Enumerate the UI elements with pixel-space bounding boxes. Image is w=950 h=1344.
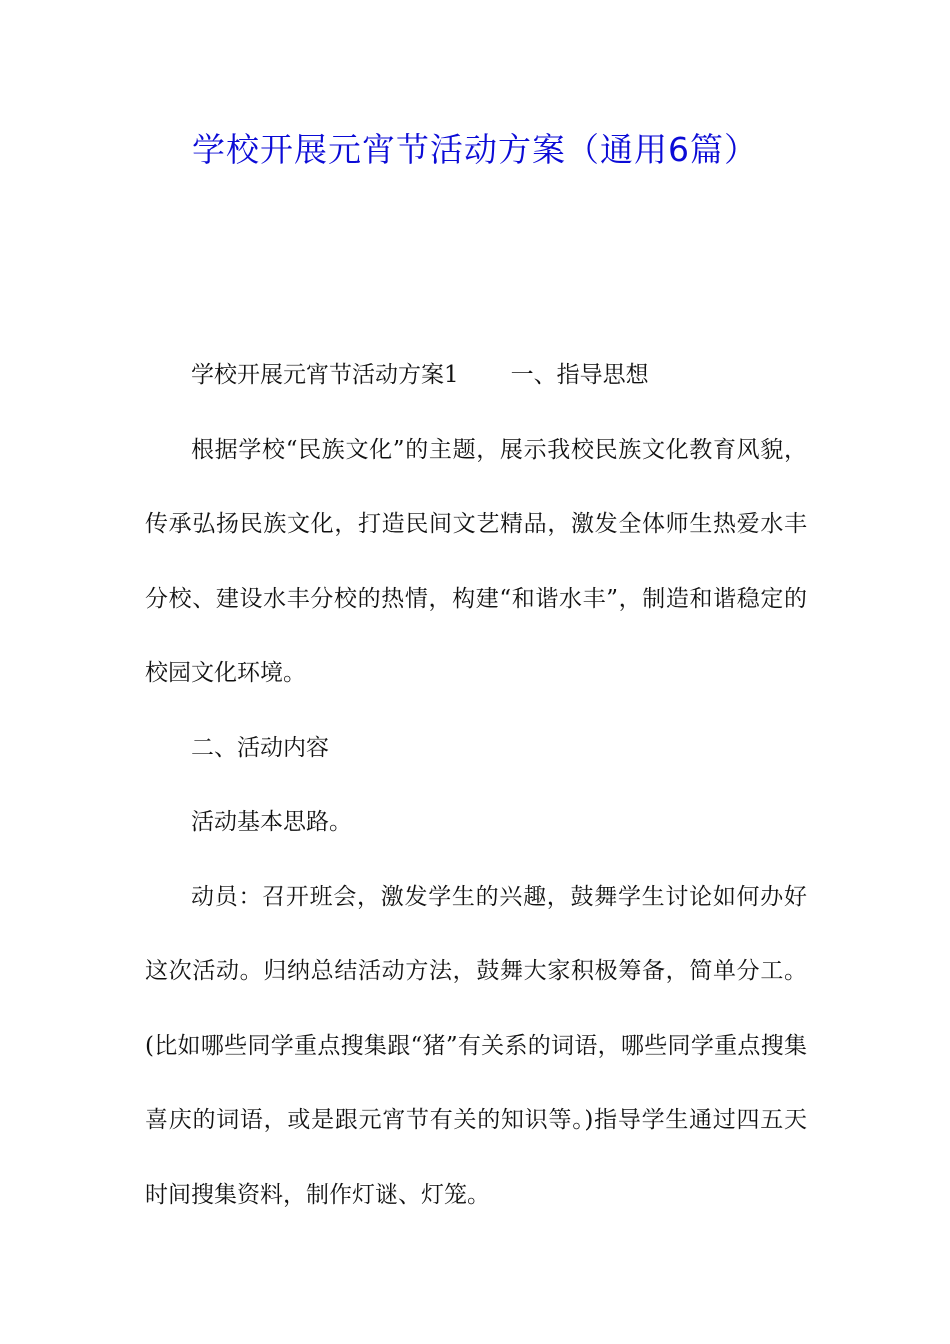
section-name: 学校开展元宵节活动方案1 <box>191 362 459 388</box>
paragraph-guiding-thought: 根据学校“民族文化”的主题，展示我校民族文化教育风貌，传承弘扬民族文化，打造民间文艺精品，激发全体师生热爱水丰分校、建设水丰分校的热情，构建“和谐水丰”，制造和谐稳定的校园文化环境。 <box>145 436 807 686</box>
heading-activity-content: 二、活动内容 <box>191 734 329 761</box>
first-line <box>145 338 807 413</box>
paragraph-basic-idea: 活动基本思路。 <box>191 809 352 835</box>
document-body <box>145 338 807 1232</box>
paragraph-mobilization: 动员：召开班会，激发学生的兴趣，鼓舞学生讨论如何办好这次活动。归纳总结活动方法，鼓舞大家积极筹备，简单分工。(比如哪些同学重点搜集跟“猪”有关系的词语，哪些同学重点搜集喜庆的词语，或是跟元宵节有关的知识等。)指导学生通过四五天时间搜集资料，制作灯谜、灯笼。 <box>145 883 807 1208</box>
section-heading: 一、指导思想 <box>510 362 649 388</box>
document-title: 学校开展元宵节活动方案（通用6篇） <box>192 130 758 169</box>
